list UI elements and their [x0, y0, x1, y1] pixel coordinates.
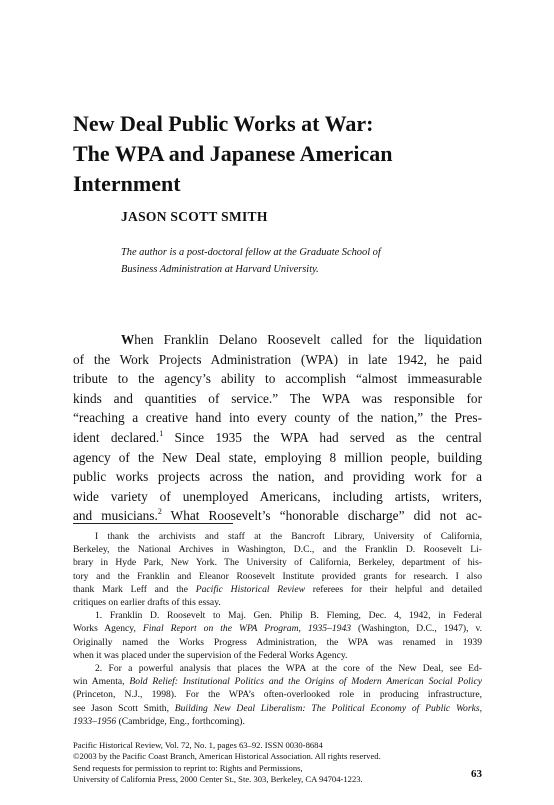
citation-title-italic: 1933–1956	[73, 715, 117, 727]
footnote-line	[73, 675, 482, 688]
author-note-line: The author is a post-doctoral fellow at the Graduate School of	[121, 247, 381, 258]
footnote-line: 1. Franklin D. Roosevelt to Maj. Gen. Philip B. Fleming, Dec. 4, 1942, in Federal	[95, 610, 482, 622]
journal-info-line: University of California Press, 2000 Center St., Ste. 303, Berkeley, CA 94704-1223.	[73, 774, 363, 785]
article-title	[73, 109, 493, 199]
title-line: New Deal Public Works at War:	[73, 110, 374, 136]
journal-info-line: ©2003 by the Pacific Coast Branch, American Historical Association. All rights reserved.	[73, 751, 381, 762]
body-line-text: and musicians.	[73, 508, 158, 524]
footnote-line	[73, 715, 482, 728]
body-line	[73, 330, 482, 350]
body-line: of the Work Projects Administration (WPA) in late 1942, he paid	[73, 351, 482, 367]
citation-title-italic: Bold Relief: Institutional Politics and the Origins of Modern American Social Policy	[129, 676, 482, 688]
footnotes	[73, 530, 482, 728]
footnote-text: win Amenta,	[73, 676, 130, 688]
body-line: kinds and quantities of service.” The WPA was responsible for	[73, 390, 482, 406]
journal-title-italic: Pacific Historical Review	[195, 583, 306, 595]
journal-info-line: Send requests for permission to reprint to: Rights and Permissions,	[73, 762, 303, 773]
title-line: Internment	[73, 170, 181, 196]
body-line: public works projects across the nation, and providing work for a	[73, 469, 482, 485]
footnote-ref-2[interactable]: 2	[157, 507, 162, 517]
footnote-line: brary in Hyde Park, New York. The University of California, Berkeley, department of his-	[73, 557, 482, 569]
body-line: wide variety of unemployed Americans, including artists, writers,	[73, 488, 482, 504]
journal-info-line: Pacific Historical Review, Vol. 72, No. 1, pages 63–92. ISSN 0030-8684	[73, 740, 323, 750]
footnote-text: see Jason Scott Smith,	[73, 702, 175, 714]
footnote-text: referees for their helpful and detailed	[305, 583, 482, 595]
footnote-line	[73, 702, 482, 715]
author-name: JASON SCOTT SMITH	[121, 209, 268, 224]
footnote-line: Originally named the Works Progress Administration, the WPA was renamed in 1939	[73, 636, 482, 648]
footnote-line: Berkeley, the National Archives in Washington, D.C., and the Franklin D. Roosevelt Li-	[73, 544, 482, 556]
footnote-line: I thank the archivists and staff at the Bancroft Library, University of California,	[95, 531, 482, 542]
body-line-text: ident declared.	[73, 429, 160, 445]
footnote-line: 2. For a powerful analysis that places the WPA at the core of the New Deal, see Ed-	[95, 663, 482, 675]
journal-info	[73, 740, 433, 786]
body-line-text: hen Franklin Delano Roosevelt called for the liquidation	[134, 332, 482, 347]
body-paragraph	[73, 330, 482, 526]
page-number: 63	[471, 768, 482, 780]
footnote-ref-1[interactable]: 1	[159, 428, 164, 438]
footnote-divider	[73, 523, 233, 524]
title-line: The WPA and Japanese American	[73, 140, 393, 166]
footnote-text: (Washington, D.C., 1947), v.	[351, 623, 483, 635]
footnote-1	[73, 609, 482, 662]
footnote-text: Works Agency,	[73, 623, 143, 635]
body-line: “reaching a creative hand into every county of the nation,” the Pres-	[73, 410, 482, 426]
footnote-line	[73, 622, 482, 635]
author-note	[121, 244, 441, 278]
footnote-line	[73, 583, 482, 596]
footnote-line: (Princeton, N.J., 1998). For the WPA’s often-overlooked role in producing infrastructure,	[73, 689, 482, 701]
citation-title-italic: Building New Deal Liberalism: The Political Economy of Public Works,	[174, 702, 482, 714]
citation-title-italic: Final Report on the WPA Program, 1935–1943	[142, 623, 352, 635]
body-line: agency of the New Deal state, employing 8 million people, building	[73, 449, 482, 465]
author-note-line: Business Administration at Harvard University.	[121, 264, 319, 275]
body-line	[73, 428, 482, 448]
footnote-text: thank Mark Leff and the	[73, 583, 196, 595]
drop-cap: W	[121, 332, 135, 347]
body-line-text: Since 1935 the WPA had served as the central	[163, 429, 482, 445]
body-line-text: What Roosevelt’s “honorable discharge” did not ac-	[161, 508, 482, 524]
acknowledgment-note	[73, 530, 482, 609]
footnote-line: tory and the Franklin and Eleanor Roosevelt Institute provided grants for research. I also	[73, 570, 482, 582]
footnote-2	[73, 662, 482, 728]
footnote-text: (Cambridge, Eng., forthcoming).	[116, 715, 245, 727]
footnote-line: when it was placed under the supervision of the Federal Works Agency.	[73, 649, 348, 661]
body-line: tribute to the agency’s ability to accomplish “almost immeasurable	[73, 371, 482, 387]
footnote-line: critiques on earlier drafts of this essay.	[73, 597, 221, 609]
